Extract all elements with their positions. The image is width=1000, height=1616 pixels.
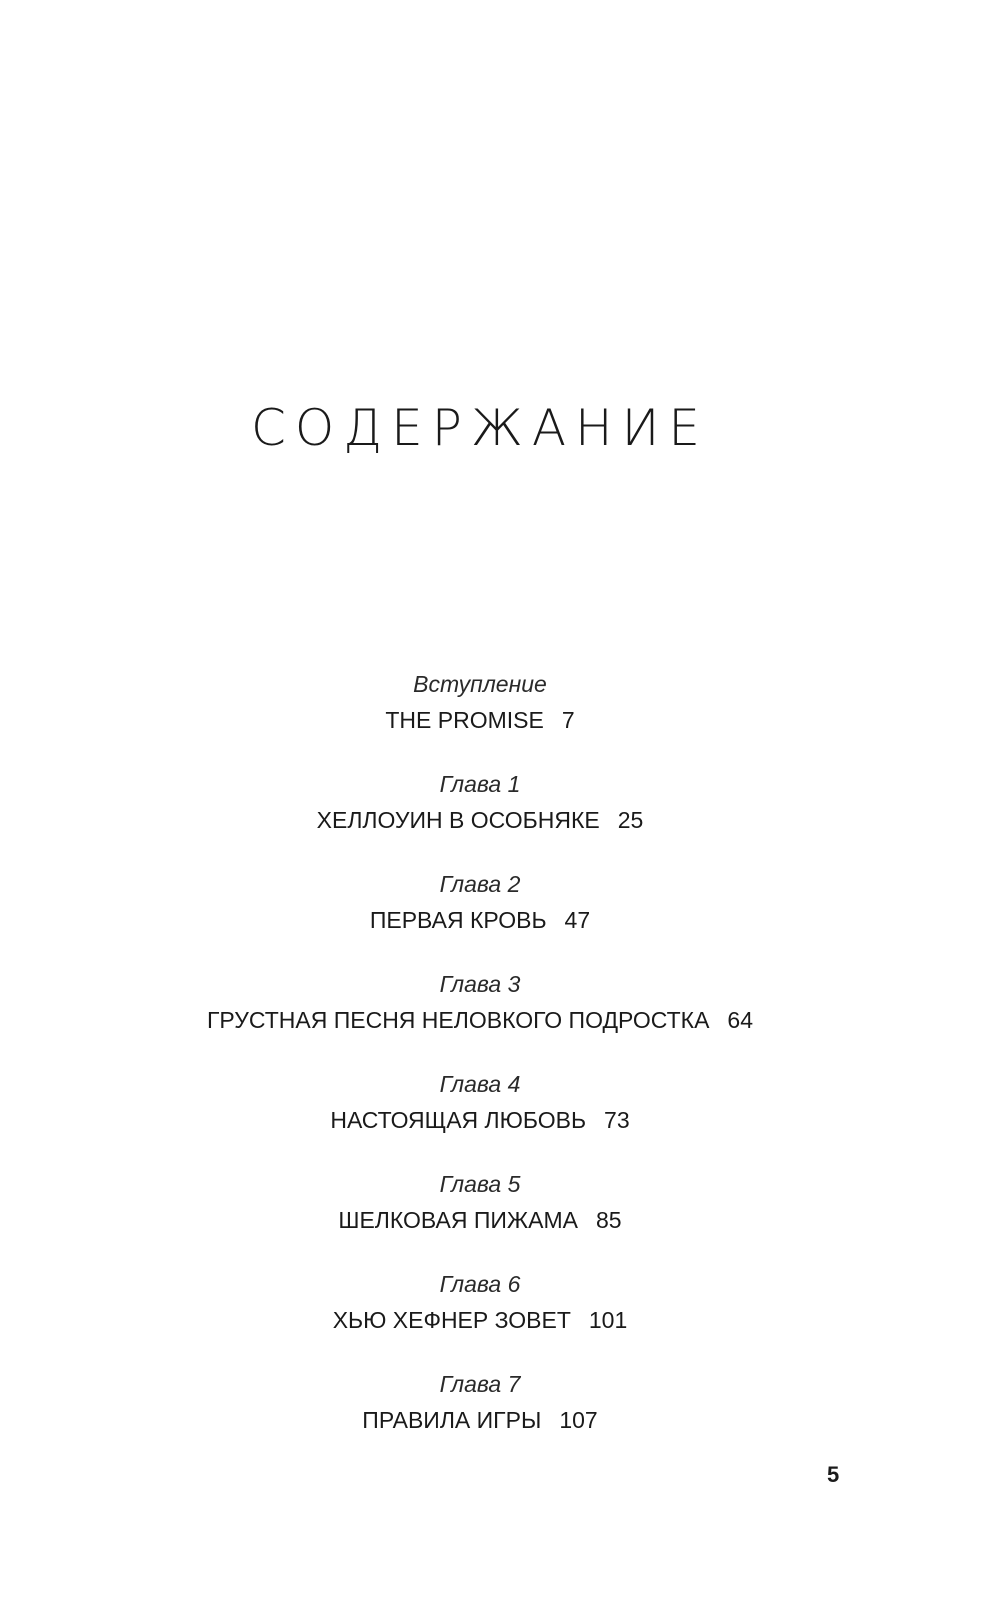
chapter-title: НАСТОЯЩАЯ ЛЮБОВЬ bbox=[330, 1107, 587, 1133]
chapter-heading-row bbox=[0, 1201, 960, 1239]
chapter-title: ПЕРВАЯ КРОВЬ bbox=[369, 907, 547, 933]
chapter-label: Глава 3 bbox=[439, 971, 521, 997]
toc-entry bbox=[0, 1067, 960, 1167]
page-number: 5 bbox=[827, 1462, 840, 1487]
chapter-label: Глава 6 bbox=[439, 1271, 521, 1297]
toc-entry bbox=[0, 667, 960, 767]
toc-entry bbox=[0, 1367, 960, 1467]
chapter-page-number: 47 bbox=[564, 907, 591, 933]
chapter-page-number: 101 bbox=[588, 1307, 628, 1333]
chapter-title: ПРАВИЛА ИГРЫ bbox=[362, 1407, 542, 1433]
chapter-title: ШЕЛКОВАЯ ПИЖАМА bbox=[338, 1207, 578, 1233]
page-title: СОДЕРЖАНИЕ bbox=[251, 399, 709, 457]
chapter-label: Глава 1 bbox=[439, 771, 521, 797]
chapter-heading-row bbox=[0, 1101, 960, 1139]
toc-entry bbox=[0, 1267, 960, 1367]
chapter-label: Вступление bbox=[413, 671, 547, 697]
chapter-heading-row bbox=[0, 801, 960, 839]
toc-entry bbox=[0, 967, 960, 1067]
chapter-page-number: 7 bbox=[561, 707, 575, 733]
chapter-label: Глава 4 bbox=[439, 1071, 521, 1097]
toc-entry bbox=[0, 867, 960, 967]
chapter-title: THE PROMISE bbox=[385, 707, 544, 733]
chapter-label: Глава 5 bbox=[439, 1171, 521, 1197]
chapter-heading-row bbox=[0, 701, 960, 739]
chapter-page-number: 73 bbox=[604, 1107, 630, 1133]
toc-entry bbox=[0, 767, 960, 867]
chapter-heading-row bbox=[0, 1001, 960, 1039]
chapter-title: ХЕЛЛОУИН В ОСОБНЯКЕ bbox=[316, 807, 600, 833]
chapter-heading-row bbox=[0, 1401, 960, 1439]
chapter-page-number: 107 bbox=[559, 1407, 598, 1433]
chapter-heading-row bbox=[0, 1301, 960, 1339]
chapter-page-number: 64 bbox=[727, 1007, 754, 1033]
chapter-title: ХЬЮ ХЕФНЕР ЗОВЕТ bbox=[332, 1307, 571, 1333]
chapter-page-number: 25 bbox=[617, 807, 644, 833]
toc-list bbox=[0, 667, 960, 1467]
chapter-heading-row bbox=[0, 901, 960, 939]
chapter-title: ГРУСТНАЯ ПЕСНЯ НЕЛОВКОГО ПОДРОСТКА bbox=[206, 1007, 710, 1033]
chapter-label: Глава 2 bbox=[439, 871, 521, 897]
toc-entry bbox=[0, 1167, 960, 1267]
chapter-label: Глава 7 bbox=[439, 1371, 521, 1397]
chapter-page-number: 85 bbox=[596, 1207, 622, 1233]
